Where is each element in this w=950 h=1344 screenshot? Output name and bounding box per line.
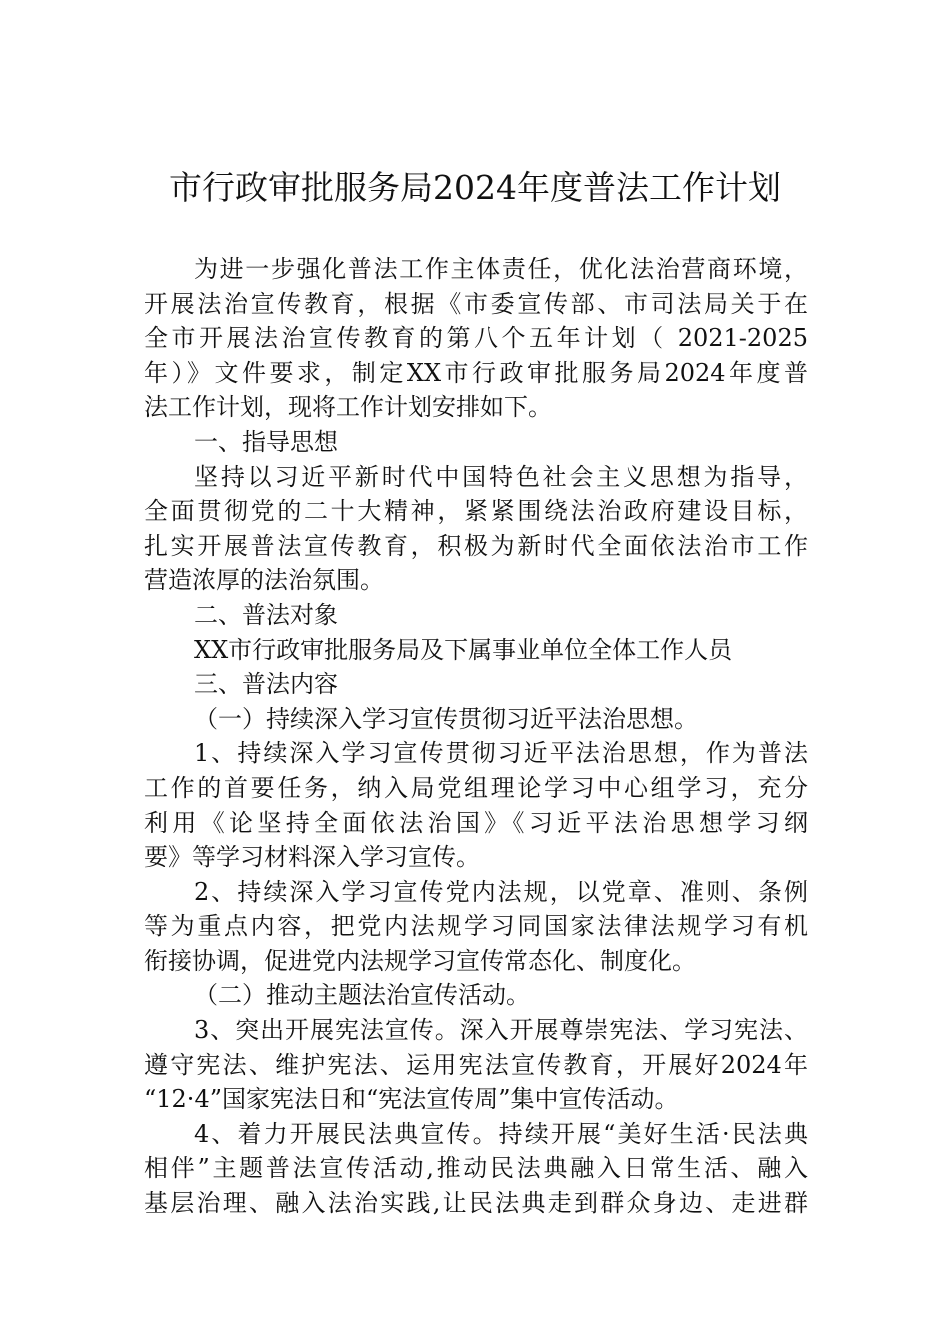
paragraph-line: 4、着力开展民法典宣传。持续开展“美好生活·民法典	[194, 1119, 808, 1148]
paragraph-line: 年）》文件要求，制定XX市行政审批服务局2024年度普	[144, 358, 808, 387]
paragraph-line: 3、突出开展宪法宣传。深入开展尊崇宪法、学习宪法、	[194, 1016, 808, 1045]
paragraph-line: 相伴”主题普法宣传活动,推动民法典融入日常生活、融入	[144, 1154, 808, 1183]
paragraph-line: “12·4”国家宪法日和“宪法宣传周”集中宣传活动。	[144, 1085, 679, 1114]
section-heading: 二、普法对象	[194, 600, 338, 629]
paragraph-line: 等为重点内容，把党内法规学习同国家法律法规学习有机	[144, 912, 808, 941]
paragraph-line: 全面贯彻党的二十大精神，紧紧围绕法治政府建设目标，	[144, 497, 808, 526]
paragraph-line: 营造浓厚的法治氛围。	[144, 566, 384, 595]
paragraph-line: 开展法治宣传教育，根据《市委宣传部、市司法局关于在	[144, 289, 808, 318]
document-title: 市行政审批服务局2024年度普法工作计划	[169, 168, 781, 207]
paragraph-line: 基层治理、融入法治实践,让民法典走到群众身边、走进群	[144, 1189, 808, 1218]
paragraph-line: 利用《论坚持全面依法治国》《习近平法治思想学习纲	[144, 808, 808, 837]
section-heading: 三、普法内容	[194, 670, 338, 699]
paragraph-line: 2、持续深入学习宣传党内法规，以党章、准则、条例	[194, 877, 808, 906]
subsection-heading: （二）推动主题法治宣传活动。	[194, 981, 530, 1010]
paragraph-line: 坚持以习近平新时代中国特色社会主义思想为指导，	[194, 462, 808, 491]
document-body	[144, 252, 808, 1221]
paragraph-line: 全市开展法治宣传教育的第八个五年计划（ 2021-2025	[144, 324, 808, 353]
paragraph-line: 衔接协调，促进党内法规学习宣传常态化、制度化。	[144, 946, 696, 975]
paragraph-line: XX市行政审批服务局及下属事业单位全体工作人员	[194, 635, 733, 664]
paragraph-line: 工作的首要任务，纳入局党组理论学习中心组学习，充分	[144, 773, 808, 802]
paragraph-line: 法工作计划，现将工作计划安排如下。	[144, 393, 552, 422]
paragraph-line: 扎实开展普法宣传教育，积极为新时代全面依法治市工作	[144, 531, 808, 560]
paragraph-line: 1、持续深入学习宣传贯彻习近平法治思想，作为普法	[194, 739, 808, 768]
paragraph-line: 遵守宪法、维护宪法、运用宪法宣传教育，开展好2024年	[144, 1050, 808, 1079]
paragraph-line: 要》等学习材料深入学习宣传。	[144, 843, 480, 872]
subsection-heading: （一）持续深入学习宣传贯彻习近平法治思想。	[194, 704, 698, 733]
paragraph-line: 为进一步强化普法工作主体责任，优化法治营商环境，	[194, 255, 808, 283]
section-heading: 一、指导思想	[194, 427, 338, 456]
